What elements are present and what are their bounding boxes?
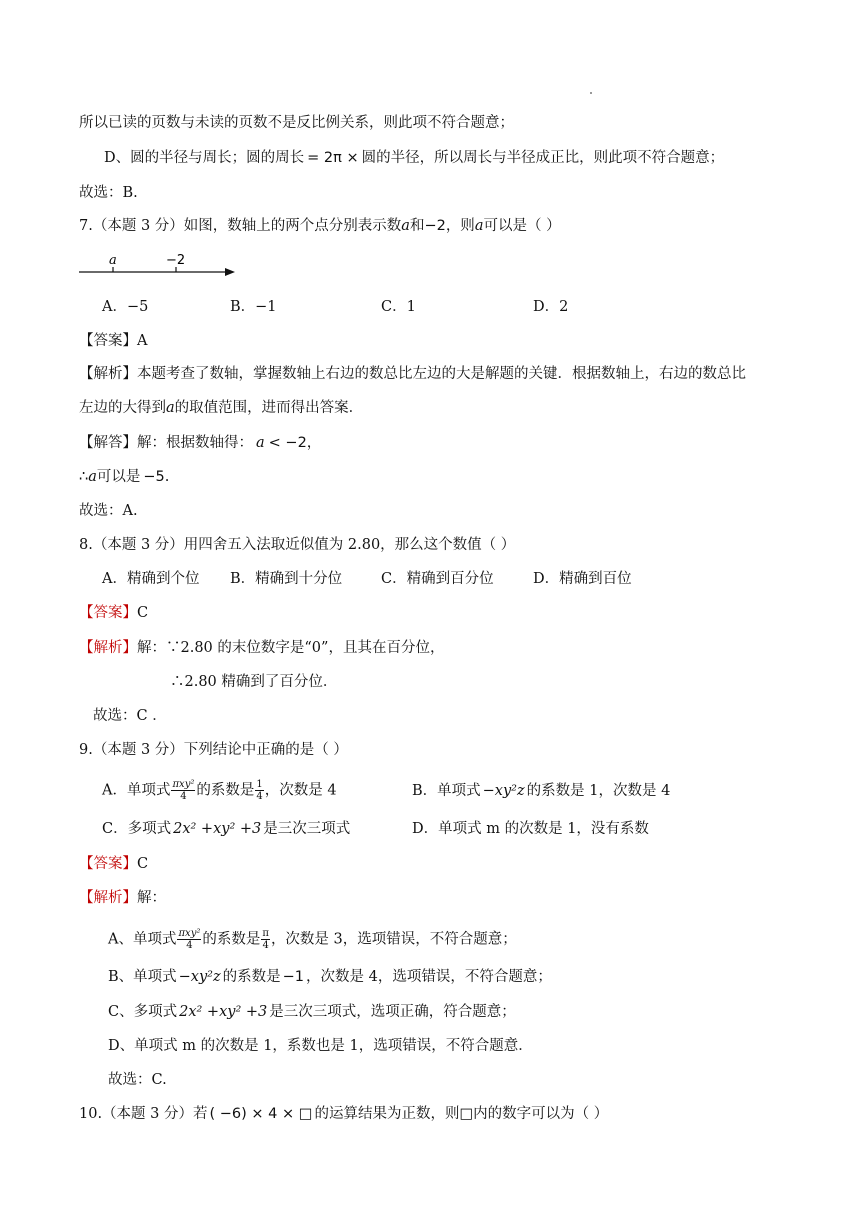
text-span: 解：根据数轴得： [137,435,253,451]
q9-explain-d: D、单项式 m 的次数是 1，系数也是 1，选项错误，不符合题意． [108,1038,533,1054]
math-expr: 2x² +xy² +3 [179,1004,268,1020]
analysis-tag: 【解析】 [79,640,137,656]
fraction-denominator: 4 [180,791,187,802]
text-span: A．单项式 [102,782,171,799]
text-span: 的运算结果为正数，则□内的数字可以为（ ） [314,1106,609,1122]
text-span: D、圆的半径与周长；圆的周长 [104,150,305,166]
analysis-tag: 【解析】 [79,366,137,382]
text-span: C、多项式 [108,1004,178,1020]
fraction-numerator: πxy² [178,928,201,939]
q9-option-d: D．单项式 m 的次数是 1，没有系数 [412,821,649,837]
text-span: 的系数是 [222,969,281,985]
math-expr: −5 [143,469,165,485]
text-span: ，则 [445,218,475,234]
text-span: B、单项式 [108,969,177,985]
q7-option-a: A．−5 [102,299,149,315]
q10-stem [79,1104,608,1124]
answer-tag: 【答案】 [79,856,137,872]
math-expr: 2x² +xy² +3 [173,821,262,837]
text-span: 7.（本题 3 分）如图，数轴上的两个点分别表示数 [79,218,402,234]
q9-answer [79,854,148,874]
q8-option-b: B．精确到十分位 [230,571,343,587]
analysis-tag: 【解析】 [79,890,137,906]
text-span: 解： [137,890,166,906]
axis-label-a: a [109,253,117,268]
var-a: a [474,218,484,234]
fraction-denominator: 4 [256,791,263,802]
var-a: a [88,469,97,485]
text-span: 是三次三项式 [263,821,351,837]
choose-line: 故选：B. [79,185,138,201]
text-span: ，次数是 4，选项错误，不符合题意； [306,969,552,985]
text-span: 圆的半径，所以周长与半径成正比，则此项不符合题意； [361,150,725,166]
q8-option-d: D．精确到百位 [533,571,632,587]
text-span: 可以是（ ） [483,218,561,234]
q9-stem: 9.（本题 3 分）下列结论中正确的是（ ） [79,742,348,758]
fraction-numerator: 1 [256,779,263,790]
q8-option-c: C．精确到百分位 [381,571,494,587]
text-span: B．单项式 [412,783,481,799]
q8-option-a: A．精确到个位 [102,571,200,587]
fraction-numerator: π [262,928,269,939]
q9-explain-c [108,1002,516,1022]
text-span: 10.（本题 3 分）若 [79,1106,208,1122]
q7-option-b: B．−1 [230,299,277,315]
q8-answer [79,603,148,623]
math-expr: −2 [424,218,446,234]
text-span: 可以是 [96,469,141,485]
q8-analysis-cont: ∴2.80 精确到了百分位． [170,674,338,690]
fraction [261,928,270,951]
var-a: a [166,400,175,416]
text-span: ， [306,435,322,451]
q9-explain-b [108,967,552,987]
q7-analysis-cont [79,398,363,418]
text-span: . [164,469,170,485]
text-span: C．多项式 [102,821,172,837]
q9-analysis [79,888,166,908]
answer-value: C [137,856,149,872]
q7-option-d: D．2 [533,299,569,315]
text-line [104,148,724,168]
text-span: 和 [409,218,425,234]
number-line-figure [79,250,249,280]
q7-answer [79,331,147,351]
q7-choose: 故选：A. [79,503,138,519]
text-span: 的系数是 1，次数是 4 [526,783,671,799]
solution-tag: 【解答】 [79,435,137,451]
q7-analysis [79,364,746,384]
fraction [171,779,195,802]
q9-choose: 故选：C. [108,1072,167,1088]
q9-option-a [102,779,337,802]
text-line: 所以已读的页数与未读的页数不是反比例关系，则此项不符合题意； [79,115,514,131]
text-span: 的取值范围，进而得出答案． [174,400,364,416]
text-span: 本题考查了数轴，掌握数轴上右边的数总比左边的大是解题的关键．根据数轴上，右边的数总比 [137,366,746,382]
q7-solution [79,433,321,453]
math-expr: −1 [282,969,305,985]
q8-analysis [79,638,444,658]
fraction-denominator: 4 [186,940,193,951]
math-expr: −xy²z [482,783,525,799]
text-span: 解：∵2.80 的末位数字是“0”，且其在百分位， [137,640,445,656]
axis-label-neg2: −2 [166,253,186,268]
q9-option-b [412,781,670,801]
arrow-head-icon [225,268,235,276]
q8-stem: 8.（本题 3 分）用四舍五入法取近似值为 2.80，那么这个数值（ ） [79,537,516,553]
text-span: 的系数是 [196,782,255,799]
math-expr: ( −6) × 4 × □ [209,1106,313,1122]
math-expr: = 2π × [307,150,359,166]
q8-choose: 故选：C ． [93,708,167,724]
scan-dot [590,92,592,94]
q7-option-c: C．1 [381,299,416,315]
var-a: a [401,218,410,234]
text-span: ，次数是 4 [264,782,337,799]
answer-tag: 【答案】 [79,605,137,621]
q9-option-c [102,819,350,839]
text-span: A、单项式 [108,931,177,948]
math-expr: −xy²z [178,969,221,985]
fraction-denominator: 4 [262,940,269,951]
var-a: a [256,435,265,451]
math-expr: < −2 [268,435,307,451]
text-span: 是三次三项式，选项正确，符合题意； [269,1004,516,1020]
q9-explain-a [108,928,517,951]
fraction [177,928,201,951]
answer-value: C [137,605,149,621]
answer-value: A [137,333,148,349]
therefore-symbol: ∴ [79,469,89,485]
text-span: ，次数是 3，选项错误，不符合题意； [270,931,517,948]
answer-tag: 【答案】 [79,333,137,349]
text-span: 的系数是 [202,931,261,948]
fraction [255,779,263,802]
q7-stem [79,216,561,236]
text-span: 左边的大得到 [79,400,166,416]
fraction-numerator: πxy² [172,779,195,790]
q7-solution-cont [79,467,169,487]
